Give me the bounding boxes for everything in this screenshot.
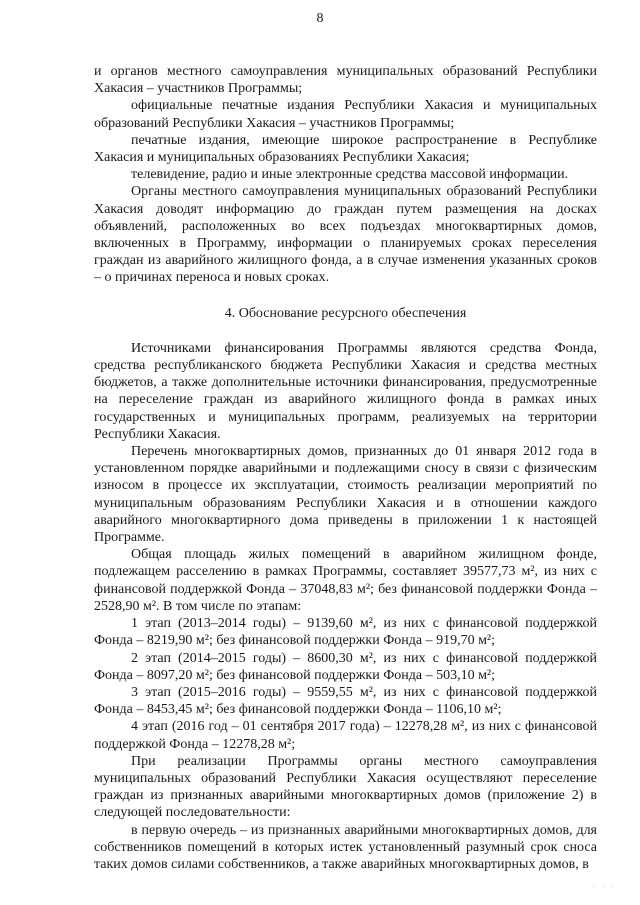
paragraph: Органы местного самоуправления муниципальных образований Республики Хакасия доводят информацию до граждан путем размещения на досках объявлений, расположенных во всех подъездах многоквартирных домов, включенных в Программу, информации о планируемых сроках переселения граждан из аварийного жилищного фонда, а в случае изменения указанных сроков – о причинах переноса и новых сроках. xyxy=(94,184,597,286)
paragraphs-before-section xyxy=(94,63,597,287)
paragraph: Общая площадь жилых помещений в аварийном жилищном фонде, подлежащем расселению в рамках Программы, составляет 39577,73 м², из них с финансовой поддержкой Фонда – 37048,83 м²; без финансовой поддержки Фонда – 2528,90 м². В том числе по этапам: xyxy=(94,547,597,614)
section-heading: 4. Обоснование ресурсного обеспечения xyxy=(224,305,467,321)
paragraph: печатные издания, имеющие широкое распространение в Республике Хакасия и муниципальных образованиях Республики Хакасия; xyxy=(94,132,597,166)
paragraph: официальные печатные издания Республики Хакасия и муниципальных образований Республики Хакасия – участников Программы; xyxy=(94,98,597,131)
paragraph: и органов местного самоуправления муниципальных образований Республики Хакасия – участников Программы; xyxy=(94,64,597,97)
paragraph: 1 этап (2013–2014 годы) – 9139,60 м², из них с финансовой поддержкой Фонда – 8219,90 м²; без финансовой поддержки Фонда – 919,70 м²; xyxy=(94,616,597,649)
paragraph: в первую очередь – из признанных аварийными многоквартирных домов, для собственников помещений в которых истек установленный разумный срок сноса таких домов силами собственников, а также аварийных многоквартирных домов, в xyxy=(94,822,597,872)
paragraph: При реализации Программы органы местного самоуправления муниципальных образований Республики Хакасия осуществляют переселение граждан из признанных аварийными многоквартирных домов (приложение 2) в следующей последовательности: xyxy=(94,753,597,821)
paragraphs-after-section xyxy=(94,340,597,873)
paragraph: 3 этап (2015–2016 годы) – 9559,55 м², из них с финансовой поддержкой Фонда – 8453,45 м²; без финансовой поддержки Фонда – 1106,10 м²; xyxy=(94,684,597,718)
paragraph: 2 этап (2014–2015 годы) – 8600,30 м², из них с финансовой поддержкой Фонда – 8097,20 м²; без финансовой поддержки Фонда – 503,10 м²; xyxy=(94,650,597,683)
paragraph: Источниками финансирования Программы являются средства Фонда, средства республиканского бюджета Республики Хакасия и средства местных бюджетов, а также дополнительные источники финансирования, предусмотренные на переселение граждан из аварийного жилищного фонда в рамках иных государственных и муниципальных программ, реализуемых на территории Республики Хакасия. xyxy=(94,340,597,442)
scan-artifact: · · · xyxy=(592,881,616,891)
paragraph: 4 этап (2016 год – 01 сентября 2017 года) – 12278,28 м², из них с финансовой поддержкой Фонда – 12278,28 м²; xyxy=(94,719,597,752)
paragraph: телевидение, радио и иные электронные средства массовой информации. xyxy=(131,167,569,183)
document-body xyxy=(94,63,597,873)
page-number: 8 xyxy=(316,11,324,26)
paragraph: Перечень многоквартирных домов, признанных до 01 января 2012 года в установленном порядке аварийными и подлежащими сносу в связи с физическим износом в процессе их эксплуатации, стоимость реализации мероприятий по муниципальным образованиям Республики Хакасия и в отношении каждого аварийного многоквартирного дома приведены в приложении 1 к настоящей Программе. xyxy=(94,444,597,546)
